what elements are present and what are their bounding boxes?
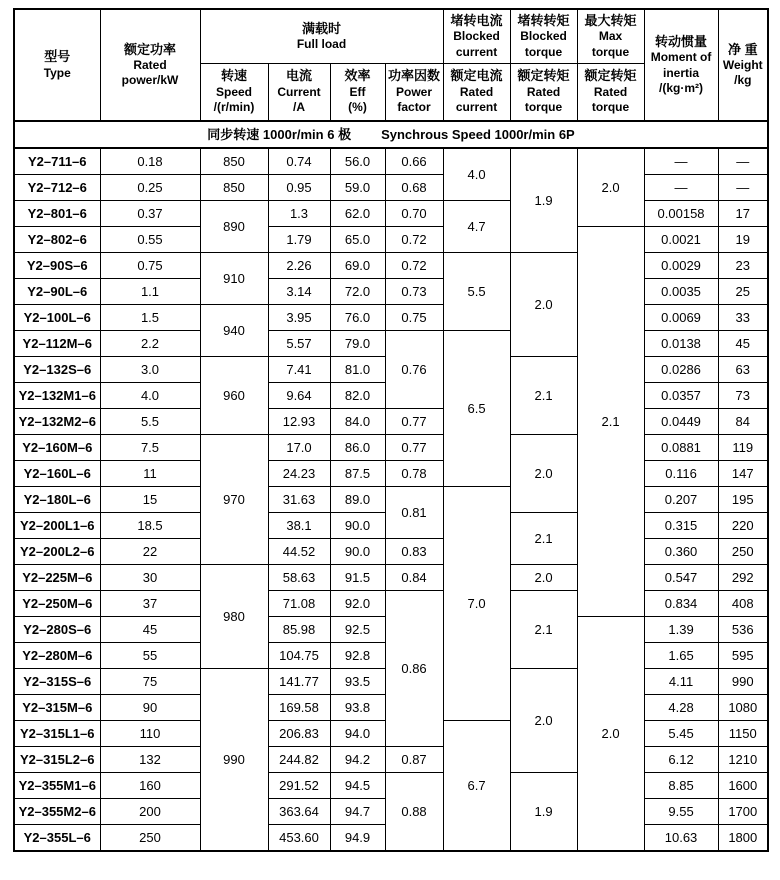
header-blocked-current-sub-en2: current (455, 100, 498, 115)
cell-eff: 94.5 (330, 772, 385, 798)
cell-pf: 0.66 (385, 148, 443, 175)
cell-type: Y2–90L–6 (14, 278, 100, 304)
cell-power: 0.37 (100, 200, 200, 226)
cell-inertia: 0.315 (644, 512, 718, 538)
cell-inertia: 0.116 (644, 460, 718, 486)
table-row (14, 408, 768, 434)
header-rated-power-en: Rated (133, 57, 167, 72)
cell-current: 1.3 (268, 200, 330, 226)
header-eff (330, 63, 385, 121)
cell-inertia: 0.360 (644, 538, 718, 564)
header-eff-en: Eff (349, 84, 366, 99)
cell-pf: 0.87 (385, 746, 443, 772)
header-type-en: Type (43, 65, 71, 80)
cell-power: 11 (100, 460, 200, 486)
cell-weight: 990 (718, 668, 768, 694)
cell-blocked-current: 6.5 (443, 330, 510, 486)
cell-speed: 960 (200, 356, 268, 434)
cell-max-torque: 2.1 (577, 226, 644, 616)
cell-inertia: 0.0138 (644, 330, 718, 356)
cell-power: 18.5 (100, 512, 200, 538)
section-banner (14, 121, 768, 148)
table-row (14, 590, 768, 616)
header-full-load-zh: 满载时 (302, 20, 342, 36)
cell-power: 5.5 (100, 408, 200, 434)
cell-weight: 250 (718, 538, 768, 564)
cell-inertia: 5.45 (644, 720, 718, 746)
table-row (14, 304, 768, 330)
cell-power: 250 (100, 824, 200, 851)
table-row (14, 564, 768, 590)
cell-current: 363.64 (268, 798, 330, 824)
cell-type: Y2–355M1–6 (14, 772, 100, 798)
header-speed-zh: 转速 (220, 68, 247, 84)
cell-weight: 23 (718, 252, 768, 278)
section-banner-en: Synchrous Speed 1000r/min 6P (381, 126, 575, 142)
header-inertia-en: Moment of (650, 49, 712, 64)
table-row (14, 174, 768, 200)
cell-power: 22 (100, 538, 200, 564)
cell-power: 0.18 (100, 148, 200, 175)
cell-power: 0.25 (100, 174, 200, 200)
cell-weight: 119 (718, 434, 768, 460)
cell-eff: 56.0 (330, 148, 385, 175)
cell-pf: 0.78 (385, 460, 443, 486)
header-type-zh: 型号 (44, 49, 71, 65)
section-banner-row (14, 121, 768, 148)
cell-eff: 93.5 (330, 668, 385, 694)
cell-speed: 980 (200, 564, 268, 668)
cell-type: Y2–132M1–6 (14, 382, 100, 408)
cell-current: 206.83 (268, 720, 330, 746)
cell-pf: 0.77 (385, 434, 443, 460)
cell-type: Y2–112M–6 (14, 330, 100, 356)
cell-pf: 0.72 (385, 226, 443, 252)
table-row (14, 434, 768, 460)
cell-weight: 1080 (718, 694, 768, 720)
table-row (14, 278, 768, 304)
header-eff-zh: 效率 (344, 68, 371, 84)
header-inertia (644, 9, 718, 121)
cell-inertia: 0.0357 (644, 382, 718, 408)
cell-inertia: 0.0449 (644, 408, 718, 434)
table-row (14, 200, 768, 226)
cell-type: Y2–180L–6 (14, 486, 100, 512)
header-blocked-current-zh: 堵转电流 (450, 13, 503, 28)
cell-power: 200 (100, 798, 200, 824)
cell-current: 169.58 (268, 694, 330, 720)
table-row (14, 460, 768, 486)
cell-blocked-current: 4.7 (443, 200, 510, 252)
cell-weight: 19 (718, 226, 768, 252)
cell-blocked-current: 6.7 (443, 720, 510, 851)
cell-inertia: 1.65 (644, 642, 718, 668)
cell-weight: 45 (718, 330, 768, 356)
header-blocked-current (443, 9, 510, 63)
header-max-torque-sub-en: Rated (593, 84, 628, 99)
cell-eff: 72.0 (330, 278, 385, 304)
cell-current: 58.63 (268, 564, 330, 590)
cell-current: 453.60 (268, 824, 330, 851)
cell-pf: 0.73 (385, 278, 443, 304)
motor-spec-table (13, 8, 769, 852)
cell-type: Y2–225M–6 (14, 564, 100, 590)
cell-current: 7.41 (268, 356, 330, 382)
cell-inertia: 0.0881 (644, 434, 718, 460)
cell-blocked-torque: 2.1 (510, 590, 577, 668)
cell-inertia: 0.0286 (644, 356, 718, 382)
cell-power: 15 (100, 486, 200, 512)
cell-inertia: 1.39 (644, 616, 718, 642)
cell-current: 141.77 (268, 668, 330, 694)
cell-inertia: 0.0029 (644, 252, 718, 278)
cell-pf: 0.77 (385, 408, 443, 434)
cell-type: Y2–90S–6 (14, 252, 100, 278)
table-row (14, 226, 768, 252)
header-max-torque-sub-en2: torque (591, 100, 630, 115)
cell-current: 12.93 (268, 408, 330, 434)
cell-type: Y2–200L1–6 (14, 512, 100, 538)
cell-current: 5.57 (268, 330, 330, 356)
cell-eff: 91.5 (330, 564, 385, 590)
header-rated-power-unit: power/kW (121, 73, 179, 88)
cell-power: 4.0 (100, 382, 200, 408)
header-current (268, 63, 330, 121)
cell-weight: 84 (718, 408, 768, 434)
header-inertia-unit: /(kg·m²) (659, 81, 704, 96)
cell-inertia: 4.28 (644, 694, 718, 720)
cell-blocked-torque: 1.9 (510, 148, 577, 253)
cell-inertia: 0.00158 (644, 200, 718, 226)
cell-weight: 220 (718, 512, 768, 538)
header-weight-unit: /kg (734, 73, 752, 88)
cell-type: Y2–315M–6 (14, 694, 100, 720)
cell-inertia: 6.12 (644, 746, 718, 772)
cell-blocked-torque: 2.1 (510, 512, 577, 564)
cell-inertia: 0.0069 (644, 304, 718, 330)
cell-speed: 970 (200, 434, 268, 564)
table-row (14, 330, 768, 356)
header-power-factor-en: Power (396, 84, 433, 99)
cell-blocked-current: 5.5 (443, 252, 510, 330)
header-speed-en: Speed (215, 84, 252, 99)
cell-pf: 0.88 (385, 772, 443, 851)
header-max-torque-zh: 最大转矩 (584, 13, 637, 28)
cell-weight: — (718, 148, 768, 175)
cell-blocked-torque: 2.1 (510, 356, 577, 434)
header-blocked-current-sub-zh: 额定电流 (450, 68, 503, 84)
cell-weight: 595 (718, 642, 768, 668)
header-weight-zh: 净 重 (727, 41, 758, 57)
cell-type: Y2–160L–6 (14, 460, 100, 486)
header-current-zh: 电流 (285, 68, 312, 84)
cell-weight: 195 (718, 486, 768, 512)
cell-inertia: 0.834 (644, 590, 718, 616)
header-blocked-torque-en2: torque (524, 44, 563, 59)
header-power-factor-en2: factor (397, 100, 431, 115)
cell-current: 24.23 (268, 460, 330, 486)
cell-weight: — (718, 174, 768, 200)
cell-type: Y2–355L–6 (14, 824, 100, 851)
table-header (14, 9, 768, 121)
cell-pf: 0.76 (385, 330, 443, 408)
cell-inertia: — (644, 174, 718, 200)
header-weight (718, 9, 768, 121)
header-current-en: Current (277, 84, 321, 99)
cell-weight: 1150 (718, 720, 768, 746)
cell-eff: 92.8 (330, 642, 385, 668)
section-banner-zh: 同步转速 1000r/min 6 极 (207, 126, 352, 142)
cell-type: Y2–132M2–6 (14, 408, 100, 434)
header-max-torque-sub (577, 63, 644, 121)
cell-inertia: 10.63 (644, 824, 718, 851)
cell-pf: 0.72 (385, 252, 443, 278)
cell-weight: 73 (718, 382, 768, 408)
header-weight-en: Weight (722, 57, 763, 72)
table-row (14, 746, 768, 772)
cell-speed: 890 (200, 200, 268, 252)
cell-current: 0.95 (268, 174, 330, 200)
cell-weight: 63 (718, 356, 768, 382)
table-row (14, 148, 768, 175)
cell-power: 0.75 (100, 252, 200, 278)
cell-pf: 0.83 (385, 538, 443, 564)
header-group-row (14, 9, 768, 63)
cell-power: 30 (100, 564, 200, 590)
header-blocked-current-sub-en: Rated (459, 84, 494, 99)
header-speed-unit: /(r/min) (213, 100, 255, 115)
cell-current: 2.26 (268, 252, 330, 278)
cell-blocked-current: 4.0 (443, 148, 510, 201)
cell-pf: 0.86 (385, 590, 443, 746)
cell-weight: 33 (718, 304, 768, 330)
cell-blocked-torque: 2.0 (510, 564, 577, 590)
cell-type: Y2–802–6 (14, 226, 100, 252)
cell-eff: 92.0 (330, 590, 385, 616)
cell-type: Y2–315S–6 (14, 668, 100, 694)
header-full-load (200, 9, 443, 63)
header-blocked-torque-en: Blocked (520, 29, 567, 44)
cell-pf: 0.81 (385, 486, 443, 538)
cell-eff: 94.9 (330, 824, 385, 851)
table-row (14, 486, 768, 512)
header-speed (200, 63, 268, 121)
cell-speed: 940 (200, 304, 268, 356)
cell-eff: 65.0 (330, 226, 385, 252)
cell-weight: 1600 (718, 772, 768, 798)
cell-type: Y2–160M–6 (14, 434, 100, 460)
cell-weight: 536 (718, 616, 768, 642)
header-blocked-torque-sub-zh: 额定转矩 (517, 68, 570, 84)
cell-power: 37 (100, 590, 200, 616)
cell-power: 7.5 (100, 434, 200, 460)
table-row (14, 538, 768, 564)
cell-inertia: 8.85 (644, 772, 718, 798)
cell-current: 291.52 (268, 772, 330, 798)
cell-current: 44.52 (268, 538, 330, 564)
cell-current: 85.98 (268, 616, 330, 642)
cell-eff: 87.5 (330, 460, 385, 486)
cell-pf: 0.70 (385, 200, 443, 226)
cell-inertia: 0.207 (644, 486, 718, 512)
cell-power: 132 (100, 746, 200, 772)
cell-current: 31.63 (268, 486, 330, 512)
cell-type: Y2–250M–6 (14, 590, 100, 616)
cell-type: Y2–711–6 (14, 148, 100, 175)
cell-inertia: 9.55 (644, 798, 718, 824)
cell-current: 9.64 (268, 382, 330, 408)
header-blocked-torque-sub (510, 63, 577, 121)
header-blocked-torque (510, 9, 577, 63)
table-row (14, 252, 768, 278)
cell-type: Y2–801–6 (14, 200, 100, 226)
cell-max-torque: 2.0 (577, 616, 644, 851)
cell-eff: 59.0 (330, 174, 385, 200)
cell-pf: 0.75 (385, 304, 443, 330)
cell-eff: 90.0 (330, 512, 385, 538)
header-blocked-current-en2: current (455, 44, 498, 59)
cell-eff: 86.0 (330, 434, 385, 460)
header-full-load-en: Full load (296, 37, 347, 52)
header-rated-power (100, 9, 200, 121)
cell-eff: 90.0 (330, 538, 385, 564)
cell-power: 1.5 (100, 304, 200, 330)
cell-current: 104.75 (268, 642, 330, 668)
cell-current: 1.79 (268, 226, 330, 252)
cell-type: Y2–280S–6 (14, 616, 100, 642)
cell-blocked-torque: 2.0 (510, 434, 577, 512)
cell-eff: 81.0 (330, 356, 385, 382)
cell-power: 110 (100, 720, 200, 746)
cell-current: 244.82 (268, 746, 330, 772)
header-blocked-current-sub (443, 63, 510, 121)
cell-eff: 79.0 (330, 330, 385, 356)
cell-weight: 408 (718, 590, 768, 616)
cell-current: 71.08 (268, 590, 330, 616)
cell-type: Y2–355M2–6 (14, 798, 100, 824)
cell-blocked-torque: 2.0 (510, 252, 577, 356)
header-power-factor (385, 63, 443, 121)
cell-power: 75 (100, 668, 200, 694)
cell-blocked-torque: 2.0 (510, 668, 577, 772)
cell-type: Y2–712–6 (14, 174, 100, 200)
cell-pf: 0.68 (385, 174, 443, 200)
cell-type: Y2–315L2–6 (14, 746, 100, 772)
header-blocked-torque-sub-en: Rated (526, 84, 561, 99)
cell-weight: 292 (718, 564, 768, 590)
cell-current: 0.74 (268, 148, 330, 175)
cell-current: 38.1 (268, 512, 330, 538)
cell-power: 3.0 (100, 356, 200, 382)
cell-inertia: 4.11 (644, 668, 718, 694)
spec-table-body (14, 121, 768, 851)
cell-type: Y2–315L1–6 (14, 720, 100, 746)
cell-eff: 94.2 (330, 746, 385, 772)
cell-eff: 94.7 (330, 798, 385, 824)
cell-eff: 94.0 (330, 720, 385, 746)
cell-eff: 84.0 (330, 408, 385, 434)
cell-weight: 1210 (718, 746, 768, 772)
cell-current: 17.0 (268, 434, 330, 460)
header-power-factor-zh: 功率因数 (388, 68, 441, 84)
cell-eff: 62.0 (330, 200, 385, 226)
cell-weight: 147 (718, 460, 768, 486)
cell-eff: 89.0 (330, 486, 385, 512)
cell-blocked-torque: 1.9 (510, 772, 577, 851)
header-max-torque-en2: torque (591, 44, 630, 59)
cell-inertia: 0.547 (644, 564, 718, 590)
cell-speed: 910 (200, 252, 268, 304)
cell-power: 90 (100, 694, 200, 720)
cell-weight: 1700 (718, 798, 768, 824)
cell-speed: 990 (200, 668, 268, 851)
cell-type: Y2–132S–6 (14, 356, 100, 382)
header-inertia-zh: 转动惯量 (655, 33, 708, 49)
cell-type: Y2–280M–6 (14, 642, 100, 668)
cell-eff: 69.0 (330, 252, 385, 278)
cell-power: 45 (100, 616, 200, 642)
cell-power: 2.2 (100, 330, 200, 356)
cell-current: 3.14 (268, 278, 330, 304)
header-max-torque (577, 9, 644, 63)
cell-type: Y2–200L2–6 (14, 538, 100, 564)
cell-weight: 17 (718, 200, 768, 226)
header-inertia-en2: inertia (663, 65, 700, 80)
cell-eff: 82.0 (330, 382, 385, 408)
header-blocked-torque-zh: 堵转转矩 (517, 13, 570, 28)
table-row (14, 772, 768, 798)
cell-weight: 25 (718, 278, 768, 304)
cell-power: 1.1 (100, 278, 200, 304)
cell-inertia: — (644, 148, 718, 175)
header-max-torque-sub-zh: 额定转矩 (584, 68, 637, 84)
cell-current: 3.95 (268, 304, 330, 330)
cell-inertia: 0.0021 (644, 226, 718, 252)
header-eff-unit: (%) (348, 100, 367, 115)
header-blocked-torque-sub-en2: torque (524, 100, 563, 115)
cell-eff: 92.5 (330, 616, 385, 642)
header-type (14, 9, 100, 121)
cell-speed: 850 (200, 174, 268, 200)
cell-power: 160 (100, 772, 200, 798)
cell-blocked-current: 7.0 (443, 486, 510, 720)
header-blocked-current-en: Blocked (453, 29, 500, 44)
cell-max-torque: 2.0 (577, 148, 644, 227)
cell-weight: 1800 (718, 824, 768, 851)
cell-pf: 0.84 (385, 564, 443, 590)
cell-eff: 76.0 (330, 304, 385, 330)
cell-speed: 850 (200, 148, 268, 175)
cell-type: Y2–100L–6 (14, 304, 100, 330)
cell-inertia: 0.0035 (644, 278, 718, 304)
cell-power: 55 (100, 642, 200, 668)
header-current-unit: /A (293, 100, 305, 115)
header-max-torque-en: Max (598, 29, 623, 44)
header-rated-power-zh: 额定功率 (123, 41, 176, 57)
cell-eff: 93.8 (330, 694, 385, 720)
cell-power: 0.55 (100, 226, 200, 252)
